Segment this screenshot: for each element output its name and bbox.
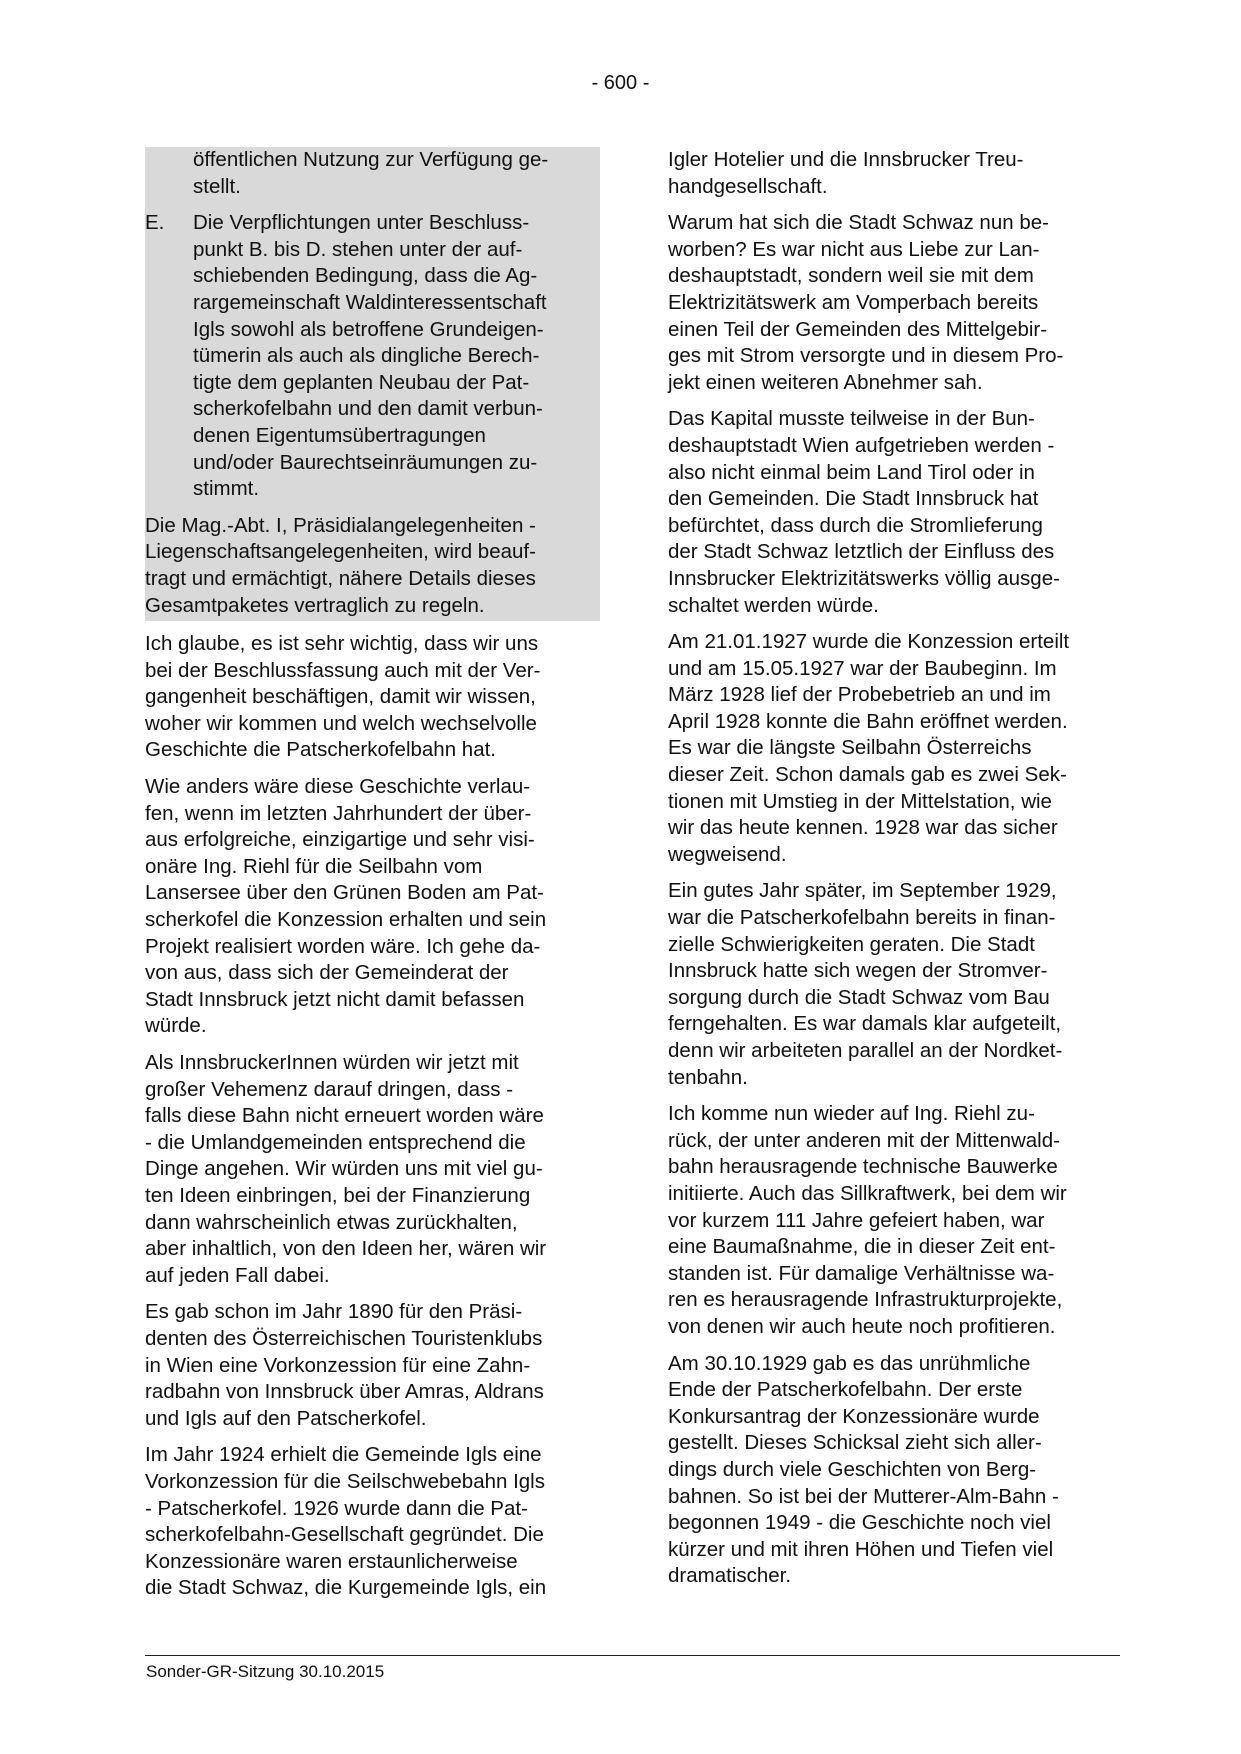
text-line: wegweisend. [668, 842, 787, 866]
text-line: tümerin als auch als dingliche Berech- [193, 344, 540, 368]
paragraph [668, 1101, 1118, 1340]
text-line: - die Umlandgemeinden entsprechend die [145, 1130, 526, 1154]
text-line: Das Kapital musste teilweise in der Bun- [668, 407, 1035, 431]
text-line: den Gemeinden. Die Stadt Innsbruck hat [668, 487, 1039, 511]
text-line: und Igls auf den Patscherkofel. [145, 1406, 427, 1430]
page-number: - 600 - [591, 72, 650, 94]
paragraph [668, 406, 1118, 619]
paragraph [145, 1442, 600, 1602]
text-line: der Stadt Schwaz letztlich der Einfluss des [668, 540, 1055, 564]
text-line: befürchtet, dass durch die Stromlieferung [668, 513, 1043, 537]
text-line: bei der Beschlussfassung auch mit der Ver- [145, 658, 541, 682]
footer-session-label: Sonder-GR-Sitzung 30.10.2015 [146, 1662, 385, 1681]
text-line: von aus, dass sich der Gemeinderat der [145, 961, 509, 985]
paragraph [145, 1050, 600, 1289]
resolution-continuation [145, 147, 600, 200]
text-line: scherkofelbahn-Gesellschaft gegründet. Die [145, 1523, 544, 1547]
text-line: tragt und ermächtigt, nähere Details dieses [145, 566, 536, 590]
resolution-closing [145, 513, 600, 619]
text-line: Die Verpflichtungen unter Beschluss- [193, 211, 530, 235]
paragraph [145, 1299, 600, 1432]
text-line: woher wir kommen und welch wechselvolle [145, 711, 537, 735]
text-line: also nicht einmal beim Land Tirol oder in [668, 460, 1035, 484]
text-line: Innsbruck hatte sich wegen der Stromver- [668, 959, 1048, 983]
text-line: ten Ideen einbringen, bei der Finanzierung [145, 1183, 531, 1207]
text-line: schiebenden Bedingung, dass die Ag- [193, 264, 538, 288]
text-line: Innsbrucker Elektrizitätswerks völlig ausge- [668, 566, 1060, 590]
paragraph [145, 631, 600, 764]
text-line: onäre Ing. Riehl für die Seilbahn vom [145, 854, 483, 878]
paragraph [668, 629, 1118, 868]
text-line: dieser Zeit. Schon damals gab es zwei Sek- [668, 763, 1067, 787]
text-line: bahnen. So ist bei der Mutterer-Alm-Bahn - [668, 1484, 1059, 1508]
text-line: von denen wir auch heute noch profitieren. [668, 1314, 1056, 1338]
paragraph [145, 774, 600, 1040]
text-line: Ich komme nun wieder auf Ing. Riehl zu- [668, 1102, 1035, 1126]
text-line: ges mit Strom versorgte und in diesem Pro- [668, 344, 1064, 368]
text-line: Die Mag.-Abt. I, Präsidialangelegenheiten - [145, 513, 536, 537]
text-line: fen, wenn im letzten Jahrhundert der über- [145, 801, 532, 825]
text-line: Dinge angehen. Wir würden uns mit viel gu- [145, 1157, 543, 1181]
text-line: dramatischer. [668, 1564, 792, 1588]
item-label: E. [145, 211, 165, 235]
text-line: April 1928 konnte die Bahn eröffnet werden. [668, 709, 1068, 733]
text-line: ren es herausragende Infrastrukturprojekte, [668, 1288, 1063, 1312]
paragraph [668, 1351, 1118, 1590]
text-line: stimmt. [193, 477, 260, 501]
text-line: Vorkonzession für die Seilschwebebahn Igls [145, 1469, 545, 1493]
text-line: dings durch viele Geschichten von Berg- [668, 1457, 1037, 1481]
text-line: sorgung durch die Stadt Schwaz vom Bau [668, 985, 1050, 1009]
paragraph [668, 147, 1118, 200]
text-line: tenbahn. [668, 1065, 748, 1089]
text-line: und/oder Baurechtseinräumungen zu- [193, 450, 538, 474]
text-line: Liegenschaftsangelegenheiten, wird beauf- [145, 540, 536, 564]
text-line: dann wahrscheinlich etwas zurückhalten, [145, 1210, 518, 1234]
text-line: Ende der Patscherkofelbahn. Der erste [668, 1378, 1023, 1402]
text-line: begonnen 1949 - die Geschichte noch viel [668, 1511, 1051, 1535]
text-line: kürzer und mit ihren Höhen und Tiefen viel [668, 1537, 1054, 1561]
text-line: Es gab schon im Jahr 1890 für den Präsi- [145, 1300, 523, 1324]
text-line: standen ist. Für damalige Verhältnisse wa- [668, 1261, 1055, 1285]
left-column [145, 147, 600, 1612]
text-line: Gesamtpaketes vertraglich zu regeln. [145, 593, 485, 617]
text-line: öffentlichen Nutzung zur Verfügung ge- [193, 148, 549, 171]
text-line: Ein gutes Jahr später, im September 1929, [668, 879, 1057, 903]
text-line: wir das heute kennen. 1928 war das sicher [668, 816, 1058, 840]
text-line: gangenheit beschäftigen, damit wir wissen, [145, 685, 536, 709]
text-line: denten des Österreichischen Touristenklubs [145, 1326, 543, 1350]
text-line: Am 21.01.1927 wurde die Konzession erteilt [668, 630, 1070, 654]
text-line: aber inhaltlich, von den Ideen her, wären wir [145, 1237, 547, 1261]
text-line: und am 15.05.1927 war der Baubeginn. Im [668, 656, 1057, 680]
text-line: in Wien eine Vorkonzession für eine Zahn- [145, 1353, 531, 1377]
text-line: Konzessionäre waren erstaunlicherweise [145, 1549, 518, 1573]
text-line: würde. [145, 1014, 207, 1038]
text-line: initiierte. Auch das Sillkraftwerk, bei dem wir [668, 1181, 1067, 1205]
text-line: scherkofelbahn und den damit verbun- [193, 397, 543, 421]
text-line: Es war die längste Seilbahn Österreichs [668, 736, 1032, 760]
paragraph [668, 210, 1118, 396]
right-column [668, 147, 1118, 1600]
text-line: zielle Schwierigkeiten geraten. Die Stadt [668, 932, 1035, 956]
text-line: tigte dem geplanten Neubau der Pat- [193, 370, 530, 394]
text-line: bahn herausragende technische Bauwerke [668, 1155, 1058, 1179]
paragraph [668, 878, 1118, 1091]
text-line: vor kurzem 111 Jahre gefeiert haben, war [668, 1208, 1045, 1232]
text-line: gestellt. Dieses Schicksal zieht sich aller- [668, 1431, 1042, 1455]
text-line: deshauptstadt Wien aufgetrieben werden - [668, 433, 1055, 457]
text-line: Am 30.10.1929 gab es das unrühmliche [668, 1351, 1031, 1375]
text-line: Igler Hotelier und die Innsbrucker Treu- [668, 148, 1024, 171]
text-line: punkt B. bis D. stehen unter der auf- [193, 237, 523, 261]
text-line: radbahn von Innsbruck über Amras, Aldrans [145, 1380, 544, 1404]
text-line: jekt einen weiteren Abnehmer sah. [668, 370, 983, 394]
text-line: März 1928 lief der Probebetrieb an und im [668, 683, 1051, 707]
text-line: Als InnsbruckerInnen würden wir jetzt mit [145, 1051, 519, 1074]
text-line: ferngehalten. Es war damals klar aufgeteilt, [668, 1012, 1062, 1036]
text-line: die Stadt Schwaz, die Kurgemeinde Igls, ein [145, 1576, 547, 1600]
text-line: Warum hat sich die Stadt Schwaz nun be- [668, 211, 1049, 235]
text-line: stellt. [193, 174, 241, 198]
text-line: großer Vehemenz darauf dringen, dass - [145, 1077, 514, 1101]
text-line: worben? Es war nicht aus Liebe zur Lan- [668, 237, 1040, 261]
text-line: eine Baumaßnahme, die in dieser Zeit ent- [668, 1235, 1056, 1259]
text-line: scherkofel die Konzession erhalten und sein [145, 908, 547, 932]
text-line: Igls sowohl als betroffene Grundeigen- [193, 317, 544, 341]
text-line: Elektrizitätswerk am Vomperbach bereits [668, 290, 1039, 314]
text-line: tionen mit Umstieg in der Mittelstation, wie [668, 789, 1052, 813]
text-line: auf jeden Fall dabei. [145, 1263, 330, 1287]
text-line: Geschichte die Patscherkofelbahn hat. [145, 738, 496, 762]
text-line: schaltet werden würde. [668, 593, 879, 617]
resolution-shaded-block [145, 147, 600, 621]
text-line: denn wir arbeiteten parallel an der Nordket- [668, 1039, 1063, 1062]
text-line: - Patscherkofel. 1926 wurde dann die Pat- [145, 1496, 528, 1520]
text-line: einen Teil der Gemeinden des Mittelgebir- [668, 317, 1048, 341]
resolution-item-e [145, 210, 600, 503]
text-line: Konkursantrag der Konzessionäre wurde [668, 1404, 1040, 1428]
text-line: war die Patscherkofelbahn bereits in finan- [668, 906, 1056, 930]
text-line: aus erfolgreiche, einzigartige und sehr visi- [145, 828, 535, 852]
text-line: rück, der unter anderen mit der Mittenwald- [668, 1128, 1060, 1152]
text-line: Lansersee über den Grünen Boden am Pat- [145, 881, 544, 905]
text-line: rargemeinschaft Waldinteressentschaft [193, 290, 547, 314]
text-line: falls diese Bahn nicht erneuert worden wäre [145, 1104, 544, 1128]
footer-divider [145, 1655, 1120, 1656]
text-line: Wie anders wäre diese Geschichte verlau- [145, 775, 531, 799]
text-line: deshauptstadt, sondern weil sie mit dem [668, 264, 1034, 288]
text-line: Stadt Innsbruck jetzt nicht damit befassen [145, 987, 525, 1011]
text-line: Projekt realisiert worden wäre. Ich gehe da- [145, 934, 541, 958]
item-text [193, 210, 600, 503]
text-line: Im Jahr 1924 erhielt die Gemeinde Igls eine [145, 1443, 542, 1467]
text-line: handgesellschaft. [668, 174, 828, 198]
text-line: denen Eigentumsübertragungen [193, 423, 486, 447]
text-line: Ich glaube, es ist sehr wichtig, dass wir uns [145, 632, 539, 656]
